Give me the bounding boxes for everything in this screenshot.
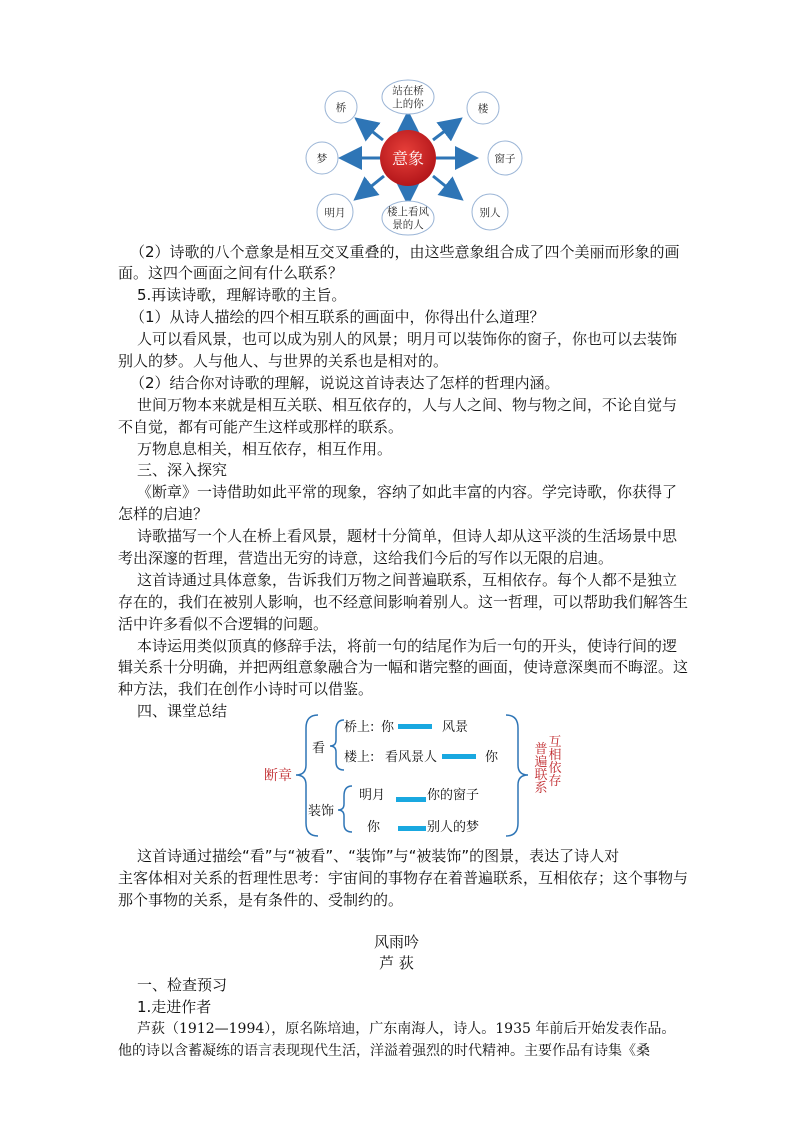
mindmap-center-label: 意象 — [391, 149, 425, 168]
paragraph-line: 5.再读诗歌，理解诗歌的主旨。 — [137, 286, 347, 304]
paragraph-line: 人可以看风景，也可以成为别人的风景；明月可以装饰你的窗子，你也可以去装饰 — [137, 330, 678, 348]
right-col2-char: 依 — [548, 761, 562, 776]
brace-look — [330, 720, 344, 770]
summary-diagram — [0, 710, 793, 840]
paragraph-line: 活中许多看似不合逻辑的问题。 — [118, 615, 329, 633]
paragraph-line: 诗歌描写一个人在桥上看风景，题材十分简单，但诗人却从这平淡的生活场景中思 — [137, 527, 678, 545]
paragraph-line: 种方法，我们在创作小诗时可以借鉴。 — [118, 680, 374, 698]
look-label: 看 — [312, 741, 326, 756]
paragraph-line: （1）从诗人描绘的四个相互联系的画面中，你得出什么道理？ — [130, 308, 545, 326]
link-bar — [398, 724, 432, 729]
root-label: 断章 — [264, 768, 292, 784]
node-bottomright-label: 别人 — [479, 207, 501, 219]
paragraph-line: 考出深邃的哲理，营造出无穷的诗意，这给我们今后的写作以无限的启迪。 — [118, 549, 614, 567]
right-col1-char: 系 — [534, 781, 548, 796]
link-bar — [442, 754, 476, 759]
brace-decorate — [338, 786, 352, 832]
link-bar — [396, 797, 426, 802]
bridge-right: 风景 — [442, 720, 469, 735]
right-col2-char: 相 — [548, 748, 562, 763]
paragraph-line: （2）诗歌的八个意象是相互交叉重叠的，由这些意象组合成了四个美丽而形象的画 — [130, 243, 680, 261]
paragraph-line: 《断章》一诗借助如此平常的现象，容纳了如此丰富的内容。学完诗歌，你获得了 — [137, 483, 678, 501]
node-left-label: 梦 — [316, 153, 328, 165]
paragraph-line: 那个事物的关系，是有条件的、受制约的。 — [118, 891, 404, 909]
node-bottom-line1: 楼上看风 — [387, 206, 429, 218]
decorate-label: 装饰 — [308, 804, 335, 819]
section-heading: 1.走进作者 — [137, 998, 212, 1016]
others-dream-label: 别人的梦 — [427, 820, 480, 835]
right-col2-char: 互 — [548, 735, 562, 750]
your-window-label: 你的窗子 — [427, 788, 480, 803]
moon-label: 明月 — [359, 788, 386, 803]
right-col1-char: 遍 — [534, 755, 548, 770]
poem-author: 芦 荻 — [379, 954, 414, 972]
paragraph-line: 辑关系十分明确，并把两组意象融合为一幅和谐完整的画面，使诗意深奥而不晦涩。这 — [118, 658, 689, 676]
node-right-label: 窗子 — [494, 153, 516, 165]
tower-left: 看风景人 — [385, 750, 438, 765]
paragraph-line: 这首诗通过具体意象，告诉我们万物之间普遍联系，互相依存。每个人都不是独立 — [137, 571, 678, 589]
imagery-mindmap — [0, 0, 793, 240]
node-bottomleft-label: 明月 — [324, 207, 346, 219]
paragraph-line: 芦荻（1912—1994），原名陈培迪，广东南海人，诗人。1935 年前后开始发表作品。 — [137, 1021, 676, 1037]
node-bottom-line2: 景的人 — [392, 219, 424, 231]
paragraph-line: （2）结合你对诗歌的理解，说说这首诗表达了怎样的哲理内涵。 — [130, 374, 560, 392]
paragraph-line: 世间万物本来就是相互关联、相互依存的，人与人之间、物与物之间，不论自觉与 — [137, 396, 678, 414]
paragraph-line: 不自觉，都有可能产生这样或那样的联系。 — [118, 418, 404, 436]
node-topright-label: 楼 — [477, 103, 489, 115]
section-heading: 一、检查预习 — [137, 976, 228, 994]
you-label: 你 — [367, 820, 381, 835]
paragraph-line: 面。这四个画面之间有什么联系？ — [118, 264, 344, 282]
poem-title: 风雨吟 — [373, 933, 419, 951]
right-col1-char: 联 — [534, 768, 548, 783]
paragraph-line: 这首诗通过描绘“看”与“被看”、“装饰”与“被装饰”的图景，表达了诗人对 — [137, 847, 620, 865]
paragraph-line: 别人的梦。人与他人、与世界的关系也是相对的。 — [118, 352, 449, 370]
right-col2-char: 存 — [548, 774, 562, 789]
node-top-line1: 站在桥 — [392, 85, 424, 97]
link-bar — [398, 826, 426, 831]
paragraph-line: 他的诗以含蓄凝练的语言表现现代生活，洋溢着强烈的时代精神。主要作品有诗集《桑 — [118, 1043, 650, 1059]
brace-right — [506, 715, 528, 836]
paragraph-line: 存在的，我们在被别人影响，也不经意间影响着别人。这一哲理，可以帮助我们解答生 — [118, 593, 689, 611]
paragraph-line: 主客体相对关系的哲理性思考：宇宙间的事物存在着普遍联系，互相依存；这个事物与 — [118, 869, 689, 887]
bridge-label: 桥上: — [344, 720, 375, 735]
tower-label: 楼上: — [344, 750, 375, 765]
section-heading: 四、课堂总结 — [137, 702, 228, 720]
paragraph-line: 万物息息相关，相互依存，相互作用。 — [137, 440, 393, 458]
section-heading: 三、深入探究 — [137, 461, 228, 479]
paragraph-line: 本诗运用类似顶真的修辞手法，将前一句的结尾作为后一句的开头，使诗行间的逻 — [137, 637, 678, 655]
node-top-line2: 上的你 — [392, 98, 424, 110]
node-topleft-label: 桥 — [335, 102, 347, 114]
tower-right: 你 — [485, 750, 499, 765]
paragraph-line: 怎样的启迪？ — [118, 505, 209, 523]
bridge-left: 你 — [381, 720, 395, 735]
right-col1-char: 普 — [534, 742, 548, 757]
